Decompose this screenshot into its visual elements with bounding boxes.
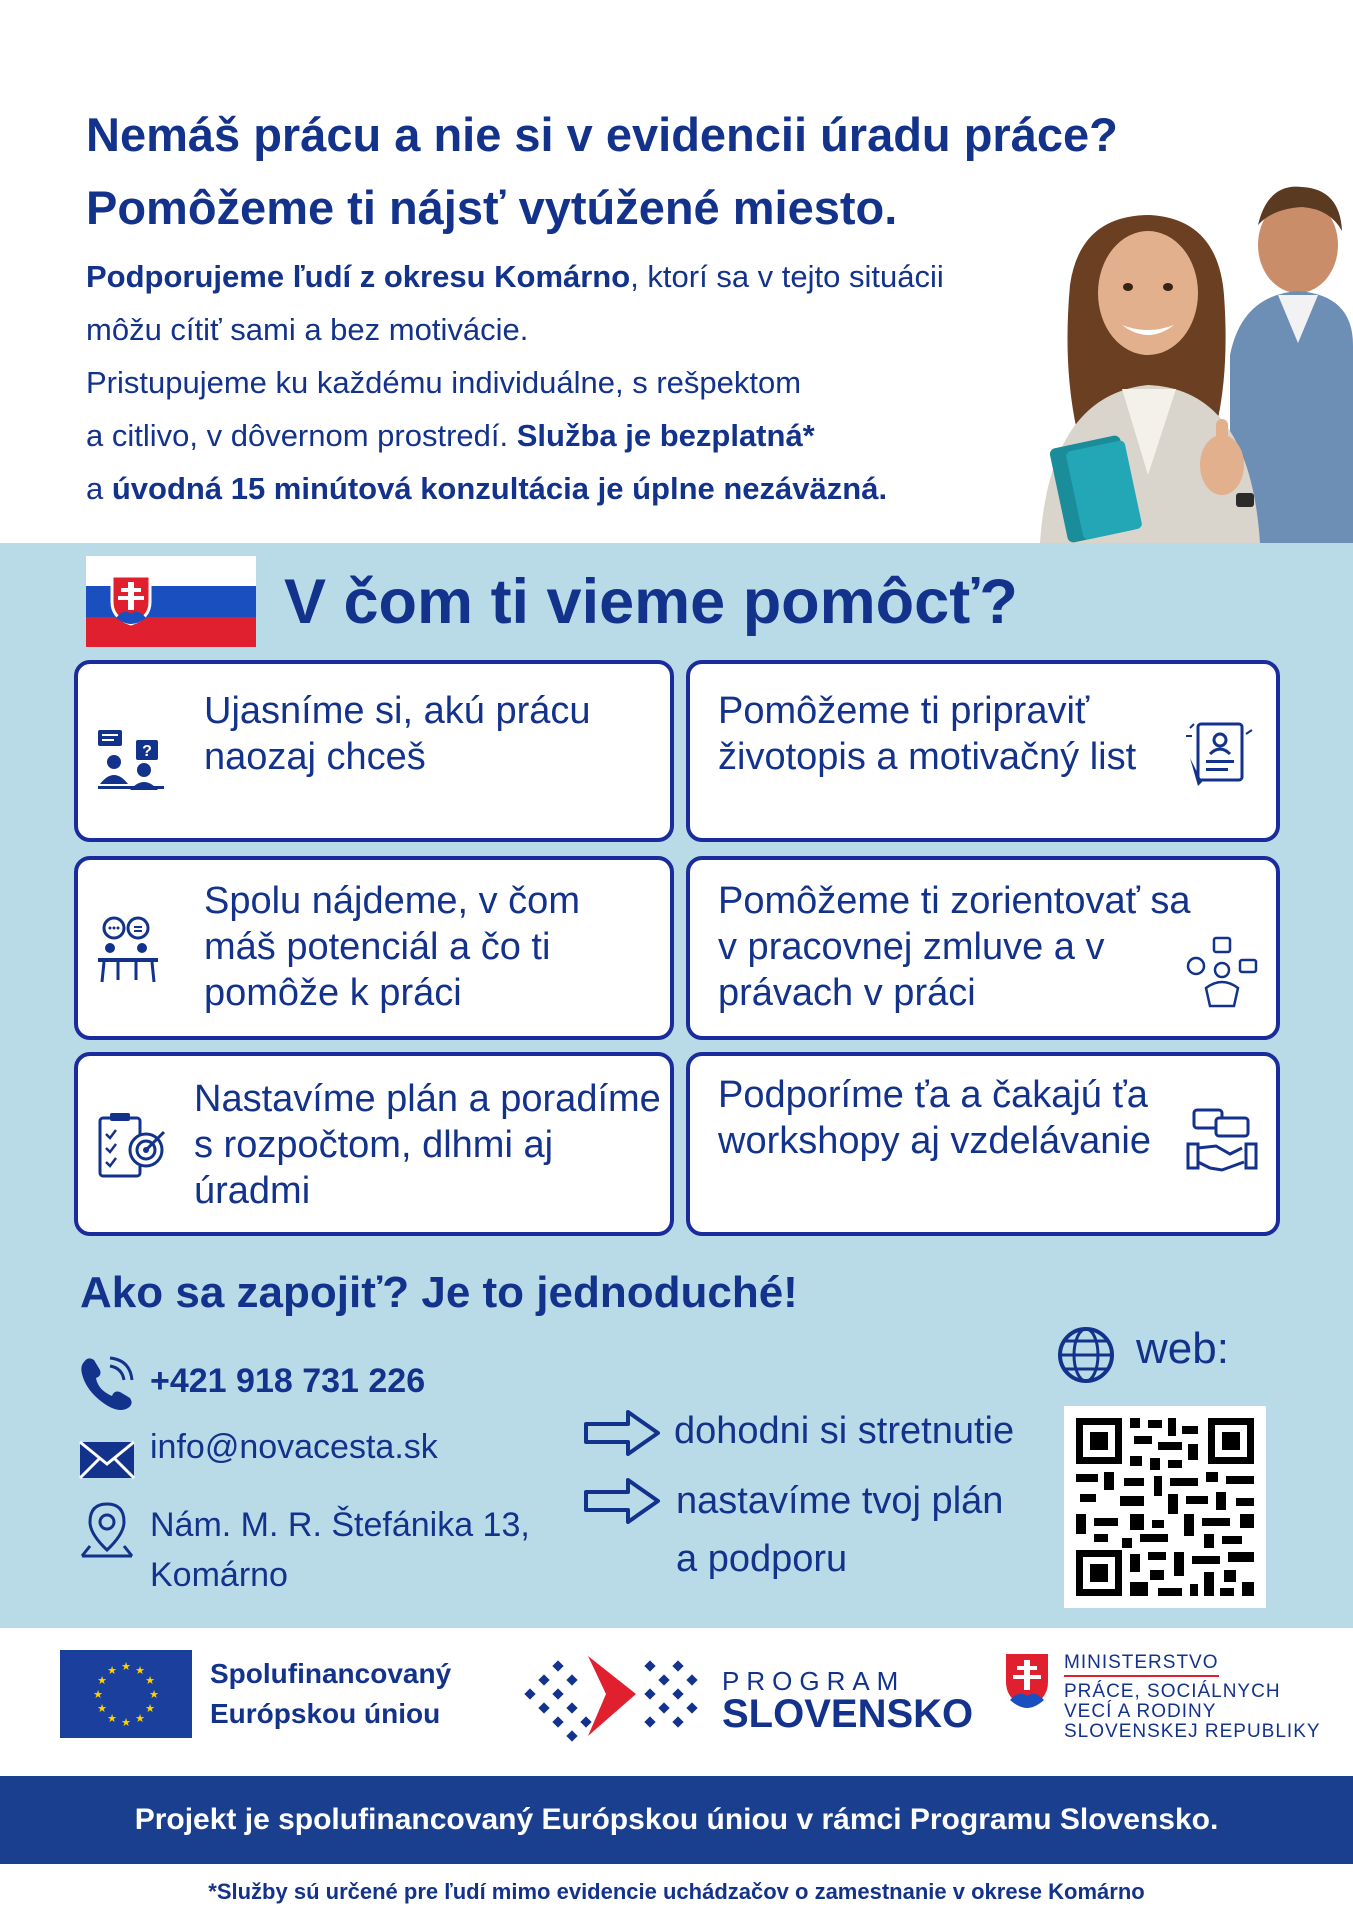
email-icon — [78, 1430, 136, 1488]
headline-line-1: Nemáš prácu a nie si v evidencii úradu práce? — [86, 108, 1118, 161]
location-pin-icon — [78, 1500, 136, 1558]
step-2-line-1: nastavíme tvoj plán — [676, 1480, 1004, 1522]
handshake-icon — [1186, 1106, 1258, 1178]
headline-line-2: Pomôžeme ti nájsť vytúžené miesto. — [86, 181, 898, 234]
intro-rest-1: , ktorí sa v tejto situácii — [630, 259, 944, 294]
qr-code[interactable] — [1064, 1406, 1266, 1608]
program-label: PROGRAM — [722, 1666, 906, 1696]
ministry-name — [1064, 1682, 1321, 1742]
service-card-6 — [686, 1052, 1280, 1236]
ministry-line-2: PRÁCE, SOCIÁLNYCH — [1064, 1681, 1281, 1702]
globe-icon — [1056, 1325, 1116, 1385]
conversation-icon — [94, 914, 166, 986]
service-card-6-text: Podporíme ťa a čakajú ťa workshopy aj vzdelávanie — [718, 1074, 1152, 1162]
eu-flag-icon — [60, 1650, 192, 1738]
address — [150, 1500, 530, 1600]
svg-text:?: ? — [142, 743, 152, 760]
slovak-flag-icon — [86, 556, 256, 647]
help-title: V čom ti vieme pomôcť? — [284, 567, 1018, 637]
plan-target-icon — [96, 1110, 168, 1182]
arrow-right-icon — [582, 1476, 662, 1526]
ministry-crest-icon — [1004, 1652, 1050, 1710]
step-1: dohodni si stretnutie — [674, 1410, 1015, 1452]
intro-bold-1: Podporujeme ľudí z okresu Komárno — [86, 259, 631, 294]
intro-text — [86, 250, 944, 515]
join-title: Ako sa zapojiť? Je to jednoduché! — [80, 1268, 798, 1317]
svg-text:★: ★ — [97, 1702, 107, 1715]
service-card-2 — [686, 660, 1280, 842]
questions-icon — [96, 724, 168, 796]
address-line-2: Komárno — [150, 1556, 288, 1594]
project-banner — [0, 1776, 1353, 1864]
address-line-1: Nám. M. R. Štefánika 13, — [150, 1506, 530, 1544]
eu-text-line-2: Európskou úniou — [210, 1698, 441, 1729]
intro-line-3: Pristupujeme ku každému individuálne, s rešpektom — [86, 365, 802, 400]
service-card-1 — [74, 660, 674, 842]
work-life-icon — [1186, 936, 1258, 1008]
svg-text:★: ★ — [145, 1702, 155, 1715]
ministry-line-4: SLOVENSKEJ REPUBLIKY — [1064, 1721, 1321, 1742]
intro-bold-5: úvodná 15 minútová konzultácia je úplne nezáväzná. — [111, 471, 888, 506]
ministry-line-3: VECÍ A RODINY — [1064, 1701, 1217, 1722]
eu-cofinanced-text — [210, 1654, 451, 1734]
svg-text:★: ★ — [107, 1664, 117, 1677]
svg-text:★: ★ — [121, 1660, 131, 1673]
phone-number[interactable]: +421 918 731 226 — [150, 1362, 426, 1400]
service-card-3 — [74, 856, 674, 1040]
email-address[interactable]: info@novacesta.sk — [150, 1428, 438, 1466]
service-card-4-text: Pomôžeme ti zorientovať sa v pracovnej zmluve a v právach v práci — [718, 880, 1191, 1014]
intro-line-4: a citlivo, v dôvernom prostredí. — [86, 418, 517, 453]
arrow-right-icon — [582, 1408, 662, 1458]
step-2 — [676, 1472, 1003, 1588]
slovensko-label: SLOVENSKO — [722, 1692, 974, 1736]
people-photo — [1010, 175, 1353, 543]
svg-text:★: ★ — [97, 1674, 107, 1687]
eu-text-line-1: Spolufinancovaný — [210, 1658, 452, 1689]
phone-icon — [78, 1354, 136, 1412]
svg-text:★: ★ — [121, 1716, 131, 1729]
service-card-4 — [686, 856, 1280, 1040]
service-card-3-text: Spolu nájdeme, v čom máš potenciál a čo ti pomôže k práci — [204, 880, 580, 1014]
service-card-2-text: Pomôžeme ti pripraviť životopis a motivačný list — [718, 690, 1137, 778]
service-card-5-text: Nastavíme plán a poradíme s rozpočtom, dlhmi aj úradmi — [194, 1078, 661, 1212]
intro-line-2: môžu cítiť sami a bez motivácie. — [86, 312, 529, 347]
cv-document-icon — [1184, 718, 1256, 790]
intro-line-5: a — [86, 471, 112, 506]
svg-text:★: ★ — [135, 1712, 145, 1725]
service-card-1-text: Ujasníme si, akú prácu naozaj chceš — [204, 690, 591, 778]
ministry-title: MINISTERSTVO — [1064, 1652, 1219, 1677]
intro-bold-4: Služba je bezplatná* — [516, 418, 815, 453]
svg-text:★: ★ — [149, 1688, 159, 1701]
svg-text:★: ★ — [145, 1674, 155, 1687]
program-slovensko-logo — [518, 1646, 704, 1746]
svg-text:★: ★ — [107, 1712, 117, 1725]
web-label: web: — [1136, 1324, 1229, 1373]
footnote: *Služby sú určené pre ľudí mimo evidencie uchádzačov o zamestnanie v okrese Komárno — [0, 1864, 1353, 1920]
svg-text:★: ★ — [93, 1688, 103, 1701]
service-card-5 — [74, 1052, 674, 1236]
step-2-line-2: a podporu — [676, 1538, 848, 1580]
svg-text:★: ★ — [135, 1664, 145, 1677]
headline — [86, 98, 1118, 244]
banner-text: Projekt je spolufinancovaný Európskou úniou v rámci Programu Slovensko. — [134, 1803, 1219, 1836]
